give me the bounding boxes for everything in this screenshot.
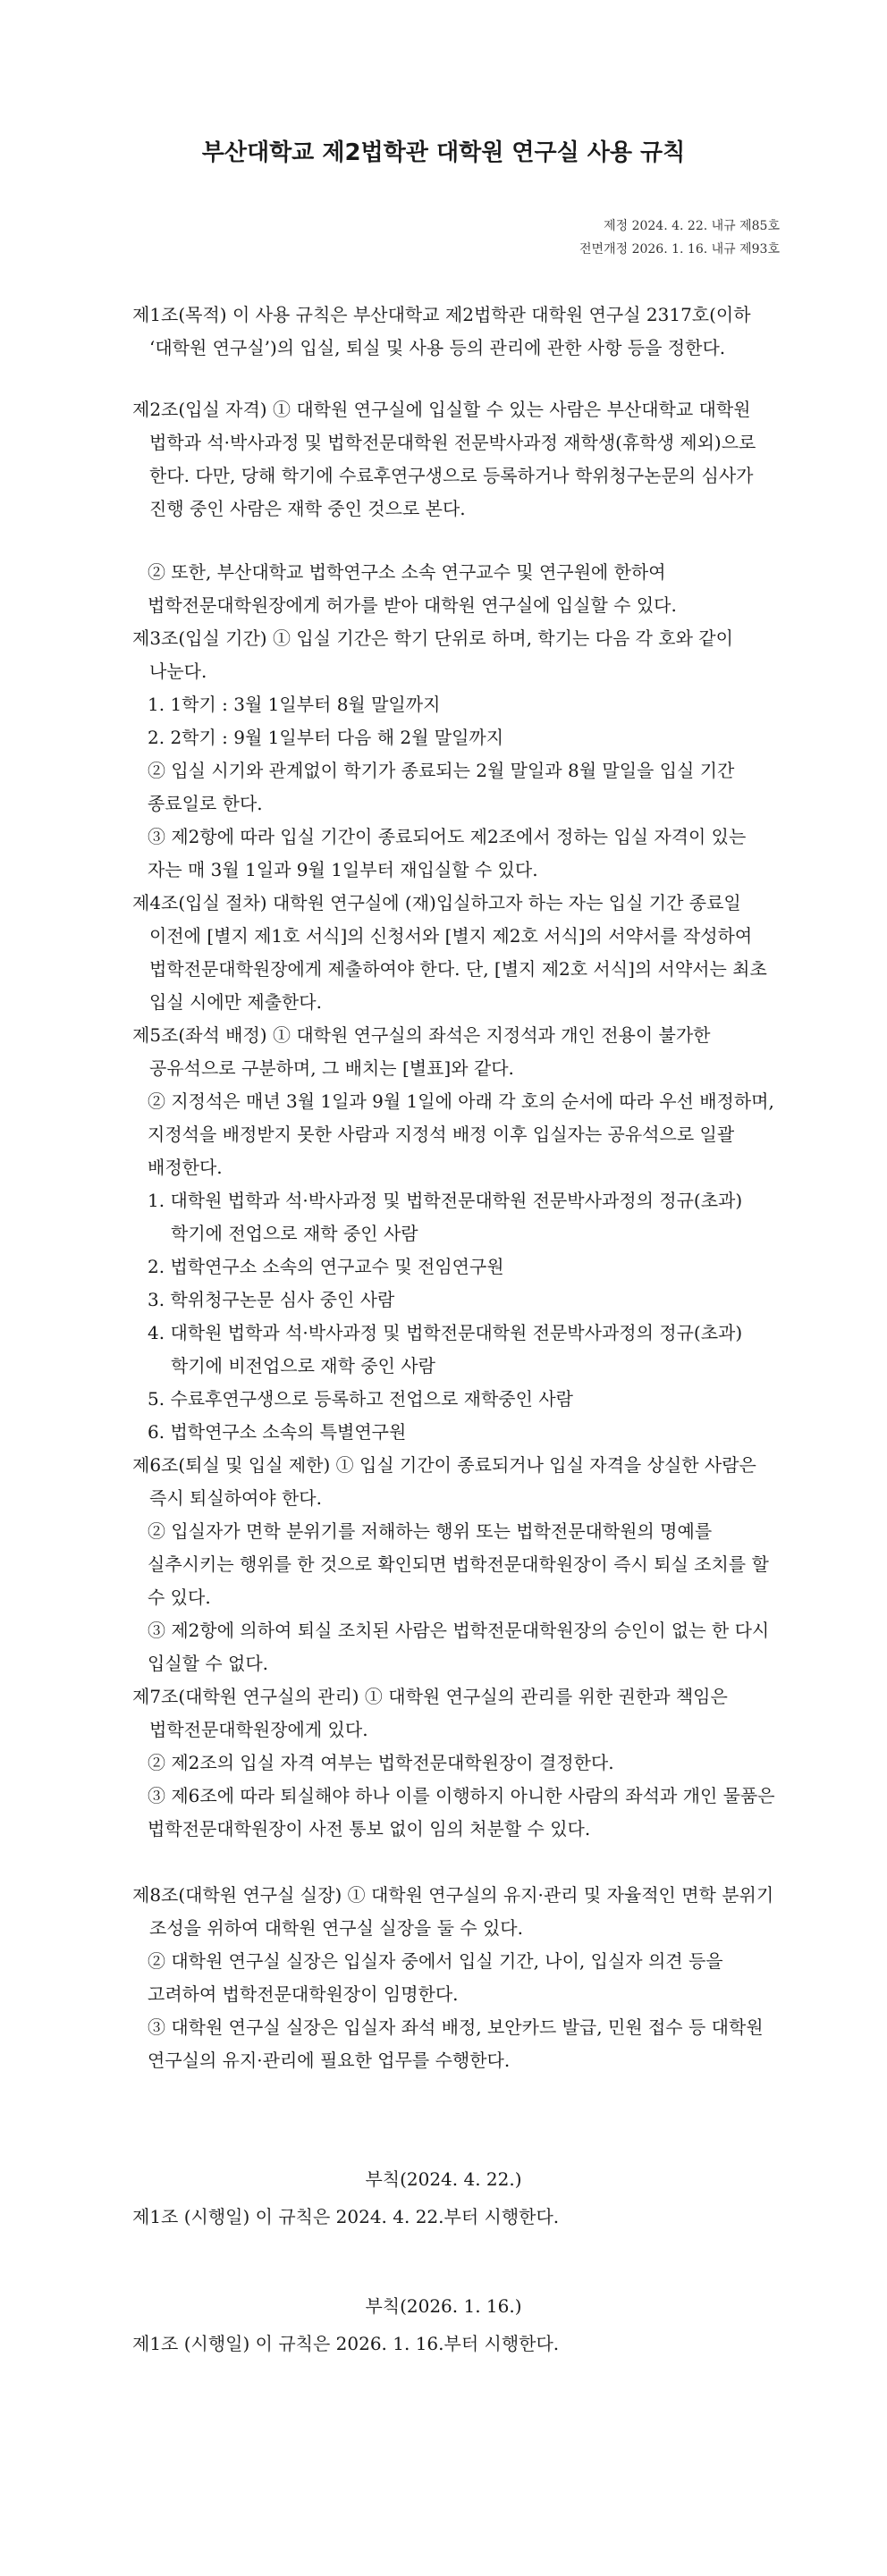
article-3-item-2: 2. 2학기 : 9월 1일부터 다음 해 2월 말일까지 xyxy=(148,727,504,748)
article-5-item-6: 6. 법학연구소 소속의 특별연구원 xyxy=(148,1421,407,1443)
article-1: 제1조(목적) 이 사용 규칙은 부산대학교 제2법학관 대학원 연구실 2317호(이하 ‘대학원 연구실’)의 입실, 퇴실 및 사용 등의 관리에 관한 사항 등을 정한다. xyxy=(132,304,751,358)
document-title: 부산대학교 제2법학관 대학원 연구실 사용 규칙 xyxy=(201,139,686,166)
article-3-para-3: ③ 제2항에 따라 입실 기간이 종료되어도 제2조에서 정하는 입실 자격이 있는 자는 매 3월 1일과 9월 1일부터 재입실할 수 있다. xyxy=(148,826,747,880)
addendum-2-heading: 부칙(2026. 1. 16.) xyxy=(365,2295,522,2317)
revision-note: 전면개정 2026. 1. 16. 내규 제93호 xyxy=(579,242,780,257)
article-7-para-2: ② 제2조의 입실 자격 여부는 법학전문대학원장이 결정한다. xyxy=(148,1752,614,1773)
article-2-para-1: 제2조(입실 자격) ① 대학원 연구실에 입실할 수 있는 사람은 부산대학교 대학원 법학과 석·박사과정 및 법학전문대학원 전문박사과정 재학생(휴학생 제외)으로 한다. 다만, 당해 학기에 수료후연구생으로 등록하거나 학위청구논문의 심사가 진행 중인 사람은 재학 중인 것으로 본다. xyxy=(132,399,756,519)
addendum-1-heading: 부칙(2024. 4. 22.) xyxy=(365,2168,522,2190)
article-2-para-2: ② 또한, 부산대학교 법학연구소 소속 연구교수 및 연구원에 한하여 법학전문대학원장에게 허가를 받아 대학원 연구실에 입실할 수 있다. xyxy=(148,561,677,616)
article-5-para-1: 제5조(좌석 배정) ① 대학원 연구실의 좌석은 지정석과 개인 전용이 불가한 공유석으로 구분하며, 그 배치는 [별표]와 같다. xyxy=(132,1024,711,1079)
article-5-item-3: 3. 학위청구논문 심사 중인 사람 xyxy=(148,1289,395,1310)
article-3-item-1: 1. 1학기 : 3월 1일부터 8월 말일까지 xyxy=(148,694,441,715)
article-5-item-1: 1. 대학원 법학과 석·박사과정 및 법학전문대학원 전문박사과정의 정규(초과)학기에 전업으로 재학 중인 사람 xyxy=(148,1190,743,1244)
article-7-para-1: 제7조(대학원 연구실의 관리) ① 대학원 연구실의 관리를 위한 권한과 책임은 법학전문대학원장에게 있다. xyxy=(132,1686,728,1740)
article-3-para-2: ② 입실 시기와 관계없이 학기가 종료되는 2월 말일과 8월 말일을 입실 기간 종료일로 한다. xyxy=(148,760,735,814)
article-6-para-2: ② 입실자가 면학 분위기를 저해하는 행위 또는 법학전문대학원의 명예를 실추시키는 행위를 한 것으로 확인되면 법학전문대학원장이 즉시 퇴실 조치를 할 수 있다. xyxy=(148,1520,769,1608)
article-8-para-1: 제8조(대학원 연구실 실장) ① 대학원 연구실의 유지·관리 및 자율적인 면학 분위기 조성을 위하여 대학원 연구실 실장을 둘 수 있다. xyxy=(132,1884,774,1939)
article-3-para-1: 제3조(입실 기간) ① 입실 기간은 학기 단위로 하며, 학기는 다음 각 호와 같이 나눈다. xyxy=(132,627,733,682)
article-5-para-2: ② 지정석은 매년 3월 1일과 9월 1일에 아래 각 호의 순서에 따라 우선 배정하며, 지정석을 배정받지 못한 사람과 지정석 배정 이후 입실자는 공유석으로 일괄 배정한다. xyxy=(148,1090,774,1178)
article-4: 제4조(입실 절차) 대학원 연구실에 (재)입실하고자 하는 자는 입실 기간 종료일 이전에 [별지 제1호 서식]의 신청서와 [별지 제2호 서식]의 서약서를 작성하여 법학전문대학원장에게 제출하여야 한다. 단, [별지 제2호 서식]의 서약서는 최초 입실 시에만 제출한다. xyxy=(132,892,767,1013)
article-6-para-3: ③ 제2항에 의하여 퇴실 조치된 사람은 법학전문대학원장의 승인이 없는 한 다시 입실할 수 없다. xyxy=(148,1620,770,1674)
enactment-note: 제정 2024. 4. 22. 내규 제85호 xyxy=(604,219,780,233)
article-7-para-3: ③ 제6조에 따라 퇴실해야 하나 이를 이행하지 아니한 사람의 좌석과 개인 물품은 법학전문대학원장이 사전 통보 없이 임의 처분할 수 있다. xyxy=(148,1785,775,1839)
article-5-item-5: 5. 수료후연구생으로 등록하고 전업으로 재학중인 사람 xyxy=(148,1388,573,1410)
addendum-1-text: 제1조 (시행일) 이 규칙은 2024. 4. 22.부터 시행한다. xyxy=(132,2206,560,2227)
article-8-para-3: ③ 대학원 연구실 실장은 입실자 좌석 배정, 보안카드 발급, 민원 접수 등 대학원 연구실의 유지·관리에 필요한 업무를 수행한다. xyxy=(148,2016,764,2071)
article-6-para-1: 제6조(퇴실 및 입실 제한) ① 입실 기간이 종료되거나 입실 자격을 상실한 사람은 즉시 퇴실하여야 한다. xyxy=(132,1454,756,1509)
addendum-2-text: 제1조 (시행일) 이 규칙은 2026. 1. 16.부터 시행한다. xyxy=(132,2333,560,2354)
article-5-item-4: 4. 대학원 법학과 석·박사과정 및 법학전문대학원 전문박사과정의 정규(초과)학기에 비전업으로 재학 중인 사람 xyxy=(148,1322,743,1376)
article-5-item-2: 2. 법학연구소 소속의 연구교수 및 전임연구원 xyxy=(148,1256,504,1277)
article-8-para-2: ② 대학원 연구실 실장은 입실자 중에서 입실 기간, 나이, 입실자 의견 등을 고려하여 법학전문대학원장이 임명한다. xyxy=(148,1950,723,2005)
